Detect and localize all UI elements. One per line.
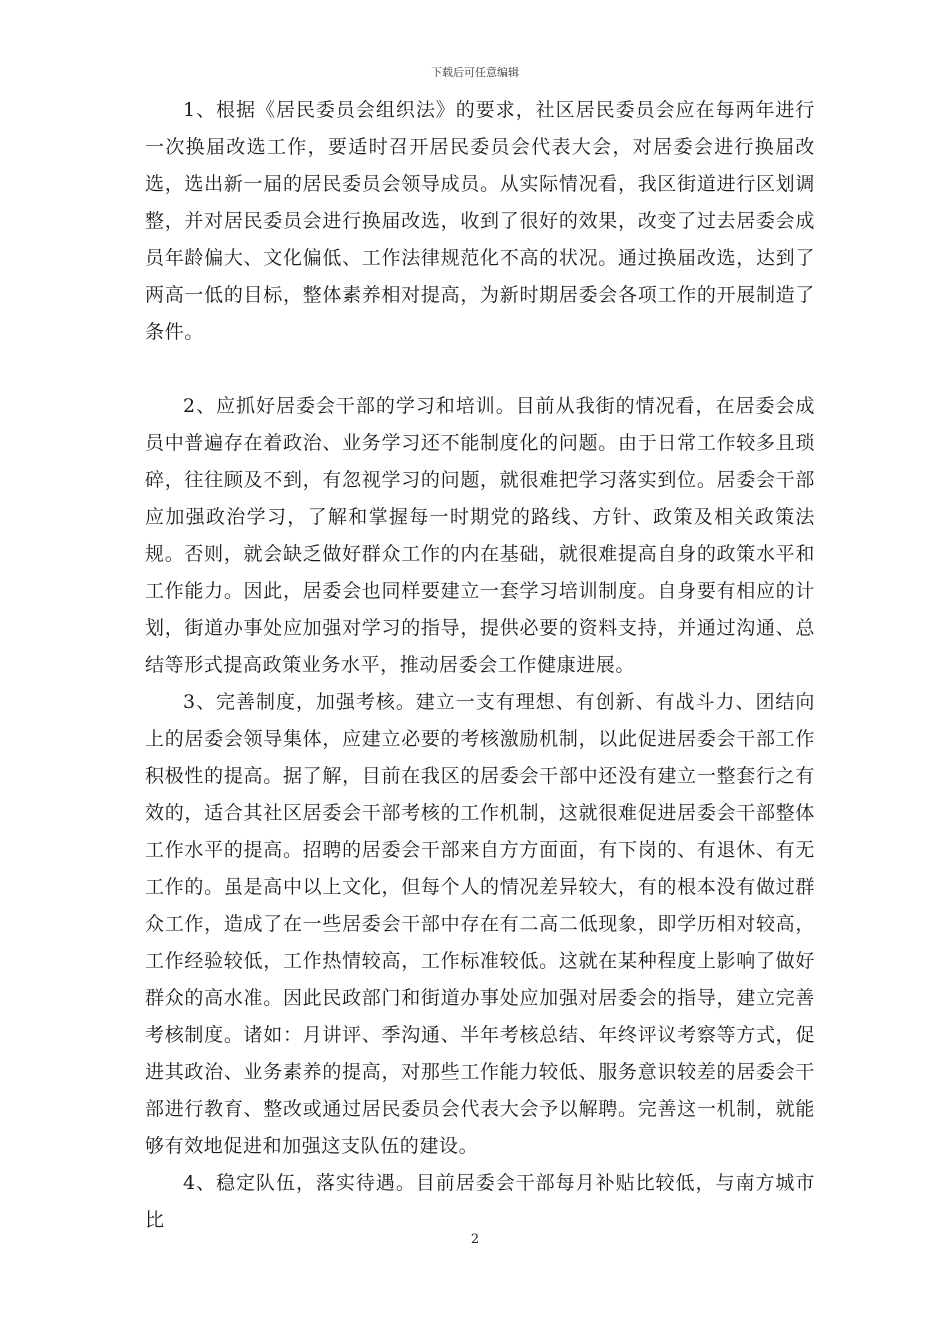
paragraph-3: 3、完善制度，加强考核。建立一支有理想、有创新、有战斗力、团结向上的居委会领导集体，应建立必要的考核激励机制，以此促进居委会干部工作积极性的提高。据了解，目前在我区的居委会干部中还没有建立一整套行之有效的，适合其社区居委会干部考核的工作机制，这就很难促进居委会干部整体工作水平的提高。招聘的居委会干部来自方方面面，有下岗的、有退休、有无工作的。虽是高中以上文化，但每个人的情况差异较大，有的根本没有做过群众工作，造成了在一些居委会干部中存在有二高二低现象，即学历相对较高，工作经验较低，工作热情较高，工作标准较低。这就在某种程度上影响了做好群众的高水准。因此民政部门和街道办事处应加强对居委会的指导，建立完善考核制度。诸如：月讲评、季沟通、半年考核总结、年终评议考察等方式，促进其政治、业务素养的提高，对那些工作能力较低、服务意识较差的居委会干部进行教育、整改或通过居民委员会代表大会予以解聘。完善这一机制，就能够有效地促进和加强这支队伍的建设。 [145,691,815,1157]
paragraph-2: 2、应抓好居委会干部的学习和培训。目前从我街的情况看，在居委会成员中普遍存在着政治、业务学习还不能制度化的问题。由于日常工作较多且琐碎，往往顾及不到，有忽视学习的问题，就很难把学习落实到位。居委会干部应加强政治学习，了解和掌握每一时期党的路线、方针、政策及相关政策法规。否则，就会缺乏做好群众工作的内在基础，就很难提高自身的政策水平和工作能力。因此，居委会也同样要建立一套学习培训制度。自身要有相应的计划，街道办事处应加强对学习的指导，提供必要的资料支持，并通过沟通、总结等形式提高政策业务水平，推动居委会工作健康进展。 [145,395,815,676]
page-header-note: 下载后可任意编辑 [431,66,519,79]
paragraph-4: 4、稳定队伍，落实待遇。目前居委会干部每月补贴比较低，与南方城市比 [145,1172,815,1231]
document-body [145,92,815,1239]
page-number: 2 [470,1232,480,1247]
paragraph-1: 1、根据《居民委员会组织法》的要求，社区居民委员会应在每两年进行一次换届改选工作，要适时召开居民委员会代表大会，对居委会进行换届改选，选出新一届的居民委员会领导成员。从实际情况看，我区街道进行区划调整，并对居民委员会进行换届改选，收到了很好的效果，改变了过去居委会成员年龄偏大、文化偏低、工作法律规范化不高的状况。通过换届改选，达到了两高一低的目标，整体素养相对提高，为新时期居委会各项工作的开展制造了条件。 [145,99,815,343]
